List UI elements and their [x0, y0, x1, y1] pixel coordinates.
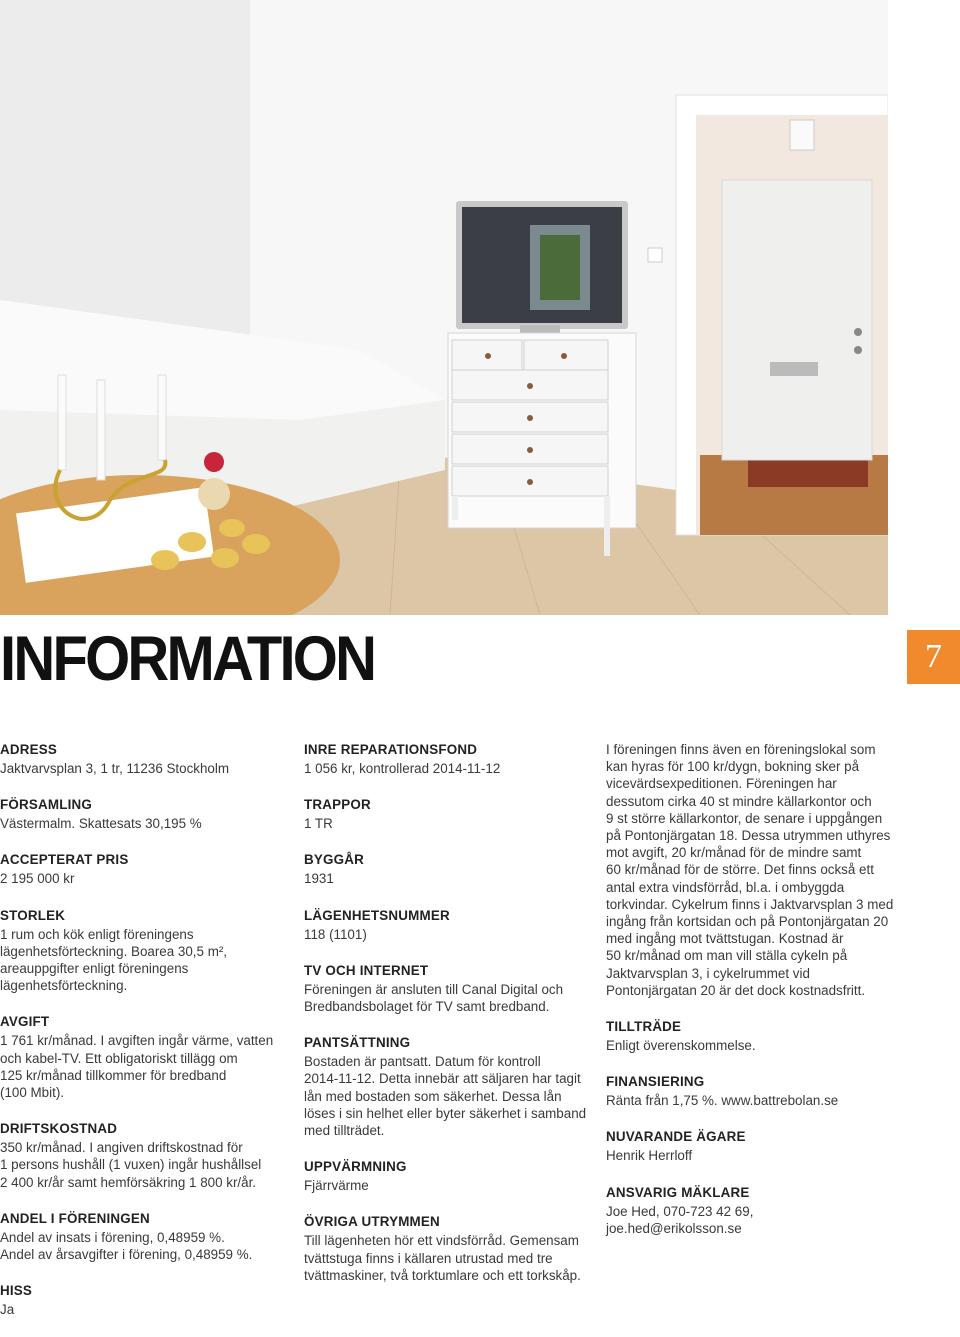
section-text: 1 TR: [304, 816, 333, 832]
section-text: Ja: [0, 1302, 15, 1318]
section-text: Jaktvarvsplan 3, 1 tr, 11236 Stockholm: [0, 761, 229, 776]
section-ansvarig-maklare: [606, 1184, 896, 1237]
foreningslokal-text: I föreningen finns även en föreningslokal som kan hyras för 100 kr/dygn, bokning sker på vicevärdsexpeditionen. Föreningen har dessutom cirka 40 st mindre källarkontor och 9 st större källarkontor, de senare i uppgången på Pontonjärgatan 18. Dessa utrymmen uthyres mot avgift, 20 kr/månad för de mindre samt 60 kr/månad för de större. Det finns också ett antal extra vindsförråd, bl.a. i ombyggda torkvindar. Cykelrum finns i Jaktvarvsplan 3 med ingång från kortsidan och på Pontonjärgatan 20 med ingång mot tvättstugan. Kostnad är 50 kr/månad om man vill ställa cykeln på Jaktvarvsplan 3, i cykelrummet vid Pontonjärgatan 20 är det dock kostnadsfritt.: [606, 742, 894, 998]
section-text: Joe Hed, 070-723 42 69, joe.hed@erikolsson.se: [606, 1203, 754, 1236]
section-title: BYGGÅR: [304, 852, 364, 868]
section-title: TILLTRÄDE: [606, 1019, 682, 1035]
page-number-badge: 7: [907, 630, 960, 684]
section-title: DRIFTSKOSTNAD: [0, 1121, 118, 1137]
section-nuvarande-agare: [606, 1128, 896, 1164]
section-title: FÖRSAMLING: [0, 797, 93, 813]
section-uppvarmning: [304, 1158, 589, 1194]
section-title: TRAPPOR: [304, 797, 371, 813]
section-trappor: [304, 796, 589, 832]
section-text: Andel av insats i förening, 0,48959 %. Andel av årsavgifter i förening, 0,48959 %.: [0, 1229, 253, 1263]
section-title: ANSVARIG MÄKLARE: [606, 1184, 750, 1200]
section-adress: [0, 741, 280, 777]
section-text: Föreningen är ansluten till Canal Digital och Bredbandsbolaget för TV samt bredband.: [304, 981, 564, 1015]
section-text: 2 195 000 kr: [0, 871, 75, 887]
section-title: NUVARANDE ÄGARE: [606, 1129, 746, 1145]
section-title: FINANSIERING: [606, 1074, 705, 1090]
section-pantsattning: [304, 1034, 589, 1139]
section-tv-och-internet: [304, 962, 589, 1015]
page-heading: INFORMATION: [0, 624, 375, 694]
section-forsamling: [0, 796, 280, 832]
room-photo: [0, 0, 888, 615]
section-text: 1 056 kr, kontrollerad 2014-11-12: [304, 761, 501, 776]
section-title: AVGIFT: [0, 1014, 50, 1030]
info-column-3: [606, 741, 896, 1256]
info-column-1: [0, 741, 280, 1337]
section-title: ACCEPTERAT PRIS: [0, 852, 129, 868]
section-title: STORLEK: [0, 907, 66, 923]
section-ovriga-utrymmen: [304, 1213, 589, 1284]
section-hiss: [0, 1282, 280, 1318]
section-tilltrade: [606, 1018, 896, 1054]
section-storlek: [0, 907, 280, 995]
section-text: 118 (1101): [304, 926, 367, 942]
section-text: Västermalm. Skattesats 30,195 %: [0, 816, 202, 832]
section-text: Henrik Herrloff: [606, 1148, 693, 1164]
section-title: UPPVÄRMNING: [304, 1159, 407, 1175]
section-title: PANTSÄTTNING: [304, 1035, 411, 1051]
section-text: Enligt överenskommelse.: [606, 1038, 756, 1054]
section-text: Till lägenheten hör ett vindsförråd. Gemensam tvättstuga finns i källaren utrustad med tre tvättmaskiner, två torktumlare och ett torkskåp.: [304, 1233, 581, 1283]
section-finansiering: [606, 1073, 896, 1109]
section-text: 1 761 kr/månad. I avgiften ingår värme, vatten och kabel-TV. Ett obligatoriskt tillägg om 125 kr/månad tillkommer för bredband (100 Mbit).: [0, 1033, 274, 1101]
section-text: 350 kr/månad. I angiven driftskostnad för 1 persons hushåll (1 vuxen) ingår hushållsel 2 400 kr/år samt hemförsäkring 1 800 kr/år.: [0, 1140, 262, 1190]
info-column-2: [304, 741, 589, 1303]
section-title: INRE REPARATIONSFOND: [304, 742, 478, 757]
section-title: HISS: [0, 1283, 33, 1299]
section-text: Bostaden är pantsatt. Datum för kontroll 2014-11-12. Detta innebär att säljaren har tagit lån med bostaden som säkerhet. Dessa lån löses i sin helhet eller byter säkerhet i samband med tillträdet.: [304, 1054, 587, 1139]
section-text: 1 rum och kök enligt föreningens lägenhetsförteckning. Boarea 30,5 m², areauppgifter enligt föreningens lägenhetsförteckning.: [0, 926, 228, 994]
section-title: TV OCH INTERNET: [304, 962, 429, 978]
section-text: Fjärrvärme: [304, 1178, 369, 1194]
section-text: 1931: [304, 871, 334, 887]
section-text: Ränta från 1,75 %. www.battrebolan.se: [606, 1093, 839, 1109]
section-title: ADRESS: [0, 742, 58, 757]
section-andel: [0, 1210, 280, 1263]
section-title: ANDEL I FÖRENINGEN: [0, 1210, 150, 1226]
section-lagenhetsnummer: [304, 907, 589, 943]
section-title: LÄGENHETSNUMMER: [304, 907, 450, 923]
section-byggar: [304, 851, 589, 887]
section-avgift: [0, 1013, 280, 1101]
section-driftskostnad: [0, 1120, 280, 1191]
section-inre-reparationsfond: [304, 741, 589, 777]
section-accepterat-pris: [0, 851, 280, 887]
section-title: ÖVRIGA UTRYMMEN: [304, 1214, 440, 1230]
room-photo-illustration: [0, 0, 888, 615]
